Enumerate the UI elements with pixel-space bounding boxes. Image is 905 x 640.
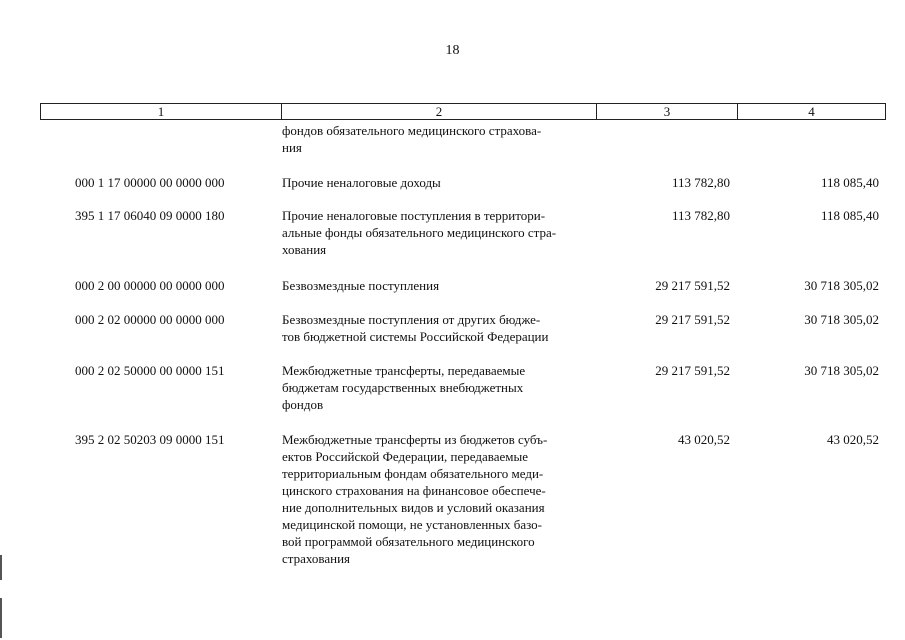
header-col-4: 4 <box>737 104 885 119</box>
value-col-4: 30 718 305,02 <box>804 278 879 293</box>
row-description: Прочие неналоговые доходы <box>282 175 441 190</box>
budget-code: 000 1 17 00000 00 0000 000 <box>75 175 225 190</box>
scan-edge-mark <box>0 598 2 638</box>
row-description: Прочие неналоговые поступления в территори- альные фонды обязательного медицинского стра- хования <box>282 208 557 257</box>
row-description: Межбюджетные трансферты из бюджетов субъ- ектов Российской Федерации, передаваемые территориальным фондам обязательного меди- цинского страхования на финансовое обеспече- ние дополнительных видов и условий оказания медицинской помощи, не установленных базо- вой программой обязательного медицинского страхования <box>282 432 548 566</box>
value-col-4: 43 020,52 <box>827 432 879 447</box>
value-col-3: 113 782,80 <box>671 208 730 223</box>
value-col-3: 29 217 591,52 <box>655 312 730 327</box>
row-description: Межбюджетные трансферты, передаваемые бюджетам государственных внебюджетных фондов <box>282 363 526 412</box>
row-description: Безвозмездные поступления <box>282 278 440 293</box>
budget-code: 000 2 02 00000 00 0000 000 <box>75 312 225 327</box>
value-col-3: 29 217 591,52 <box>655 363 730 378</box>
header-col-3: 3 <box>596 104 737 119</box>
table-header <box>40 103 886 120</box>
header-col-1: 1 <box>157 104 165 119</box>
row-description: Безвозмездные поступления от других бюдже- тов бюджетной системы Российской Федерации <box>282 312 549 344</box>
continuation-text: фондов обязательного медицинского страхова- ния <box>282 123 542 155</box>
budget-code: 395 2 02 50203 09 0000 151 <box>75 432 225 447</box>
value-col-3: 43 020,52 <box>678 432 730 447</box>
value-col-4: 118 085,40 <box>820 175 879 190</box>
value-col-4: 30 718 305,02 <box>804 312 879 327</box>
value-col-4: 30 718 305,02 <box>804 363 879 378</box>
value-col-3: 113 782,80 <box>671 175 730 190</box>
budget-code: 000 2 00 00000 00 0000 000 <box>75 278 225 293</box>
page-number: 18 <box>445 43 460 58</box>
budget-code: 395 1 17 06040 09 0000 180 <box>75 208 225 223</box>
header-col-2: 2 <box>281 104 596 119</box>
value-col-4: 118 085,40 <box>820 208 879 223</box>
budget-code: 000 2 02 50000 00 0000 151 <box>75 363 225 378</box>
value-col-3: 29 217 591,52 <box>655 278 730 293</box>
scan-edge-mark <box>0 555 2 580</box>
